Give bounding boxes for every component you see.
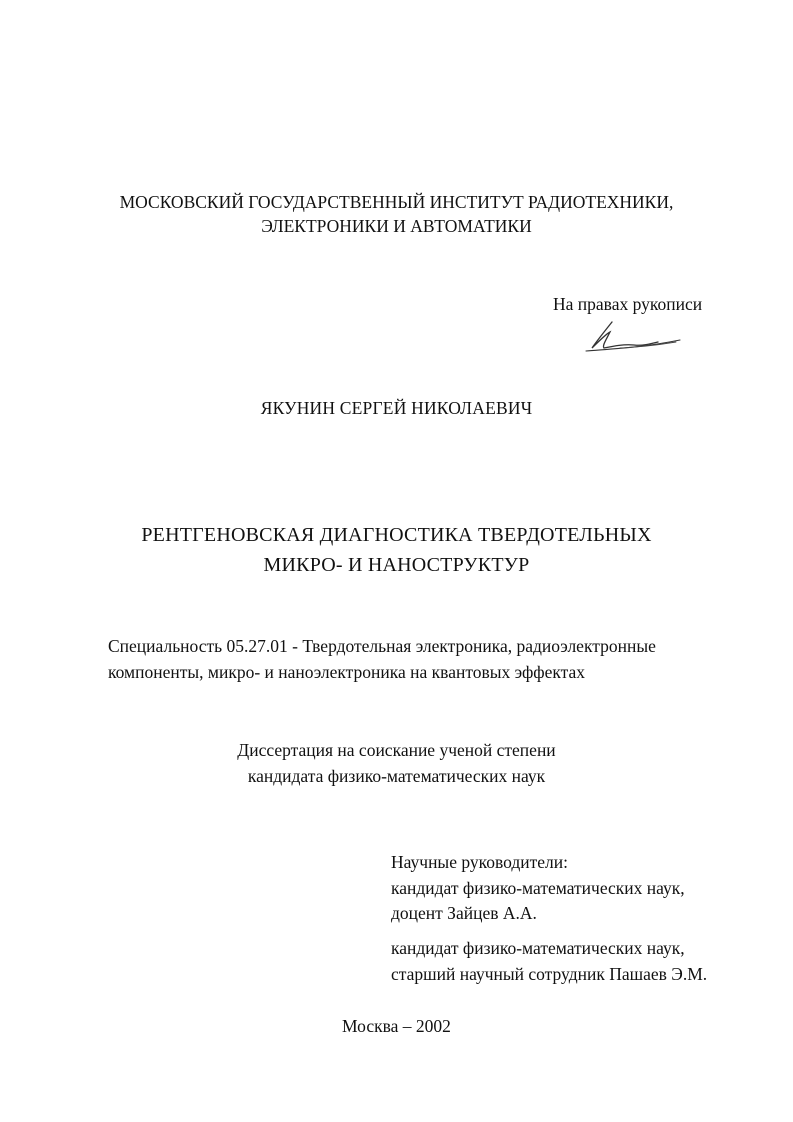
city-year: Москва – 2002 (342, 1016, 451, 1036)
institution-line-2: ЭЛЕКТРОНИКИ И АВТОМАТИКИ (261, 216, 532, 236)
specialty-line-1: Специальность 05.27.01 - Твердотельная электроника, радиоэлектронные (108, 636, 656, 656)
author-name: ЯКУНИН СЕРГЕЙ НИКОЛАЕВИЧ (260, 398, 533, 418)
institution-line-1: МОСКОВСКИЙ ГОСУДАРСТВЕННЫЙ ИНСТИТУТ РАДИОТЕХНИКИ, (119, 192, 674, 212)
supervisor-2-name: старший научный сотрудник Пашаев Э.М. (391, 964, 708, 984)
signature-image (580, 318, 690, 358)
degree-line-2: кандидата физико-математических наук (247, 766, 546, 786)
supervisors-heading: Научные руководители: (391, 852, 568, 872)
manuscript-note: На правах рукописи (553, 294, 703, 314)
degree-line-1: Диссертация на соискание ученой степени (237, 740, 556, 760)
supervisor-2-degree: кандидат физико-математических наук, (391, 938, 685, 958)
specialty-line-2: компоненты, микро- и наноэлектроника на квантовых эффектах (108, 662, 586, 682)
dissertation-title-line-2: МИКРО- И НАНОСТРУКТУР (263, 554, 530, 576)
dissertation-title-line-1: РЕНТГЕНОВСКАЯ ДИАГНОСТИКА ТВЕРДОТЕЛЬНЫХ (141, 524, 652, 546)
supervisor-1-degree: кандидат физико-математических наук, (391, 878, 685, 898)
supervisor-1-name: доцент Зайцев А.А. (391, 903, 537, 923)
